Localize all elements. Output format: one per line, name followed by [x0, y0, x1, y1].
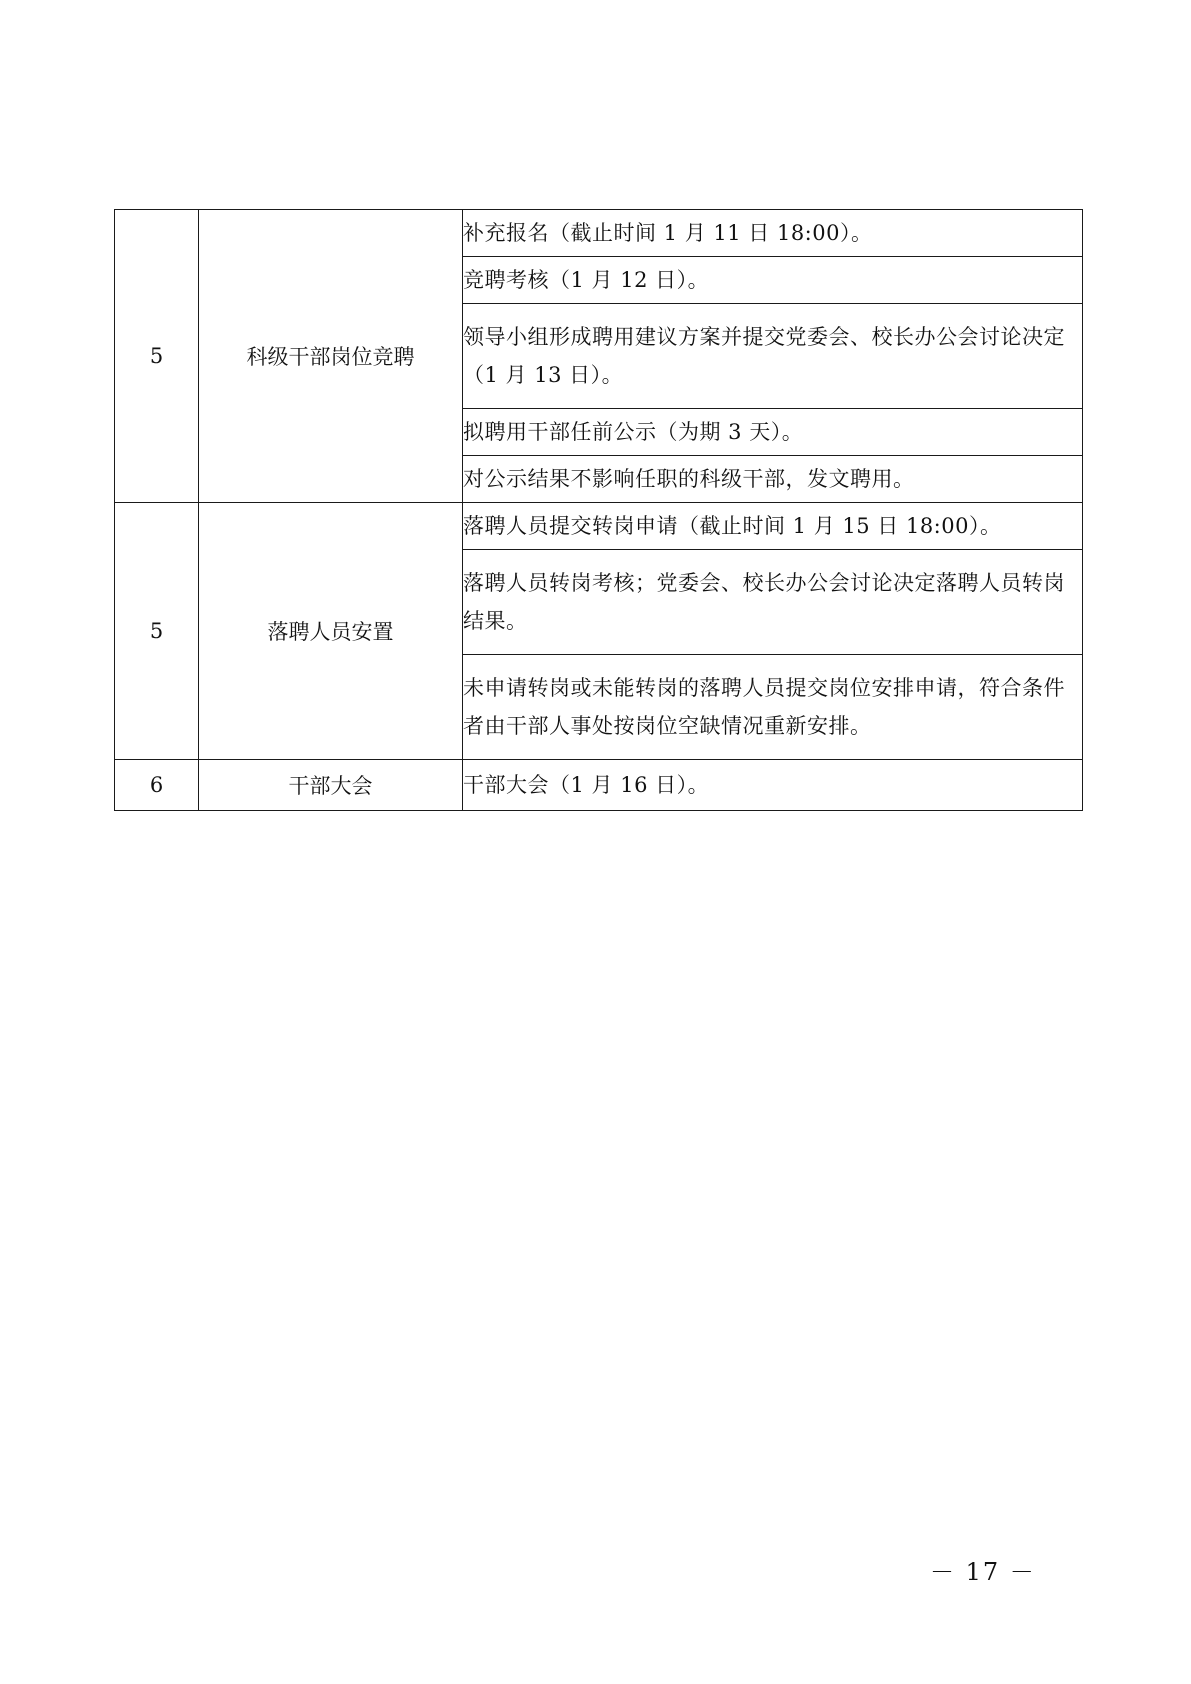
schedule-table: [114, 209, 1083, 811]
step-cell: 对公示结果不影响任职的科级干部，发文聘用。: [463, 456, 1083, 503]
row-number: 5: [115, 503, 199, 760]
table-row: [115, 503, 1083, 550]
step-cell: 拟聘用干部任前公示（为期 3 天）。: [463, 409, 1083, 456]
step-cell: 干部大会（1 月 16 日）。: [463, 760, 1083, 811]
page-number: － 17 －: [930, 1558, 1036, 1586]
table-row: [115, 210, 1083, 257]
step-cell: 未申请转岗或未能转岗的落聘人员提交岗位安排申请，符合条件者由干部人事处按岗位空缺情况重新安排。: [463, 655, 1083, 760]
row-item: 科级干部岗位竞聘: [199, 210, 463, 503]
row-number: 5: [115, 210, 199, 503]
row-item: 落聘人员安置: [199, 503, 463, 760]
table-row: [115, 760, 1083, 811]
step-cell: 落聘人员转岗考核；党委会、校长办公会讨论决定落聘人员转岗结果。: [463, 550, 1083, 655]
step-cell: 领导小组形成聘用建议方案并提交党委会、校长办公会讨论决定（1 月 13 日）。: [463, 304, 1083, 409]
step-cell: 补充报名（截止时间 1 月 11 日 18:00）。: [463, 210, 1083, 257]
step-cell: 竞聘考核（1 月 12 日）。: [463, 257, 1083, 304]
row-number: 6: [115, 760, 199, 811]
row-item: 干部大会: [199, 760, 463, 811]
step-cell: 落聘人员提交转岗申请（截止时间 1 月 15 日 18:00）。: [463, 503, 1083, 550]
